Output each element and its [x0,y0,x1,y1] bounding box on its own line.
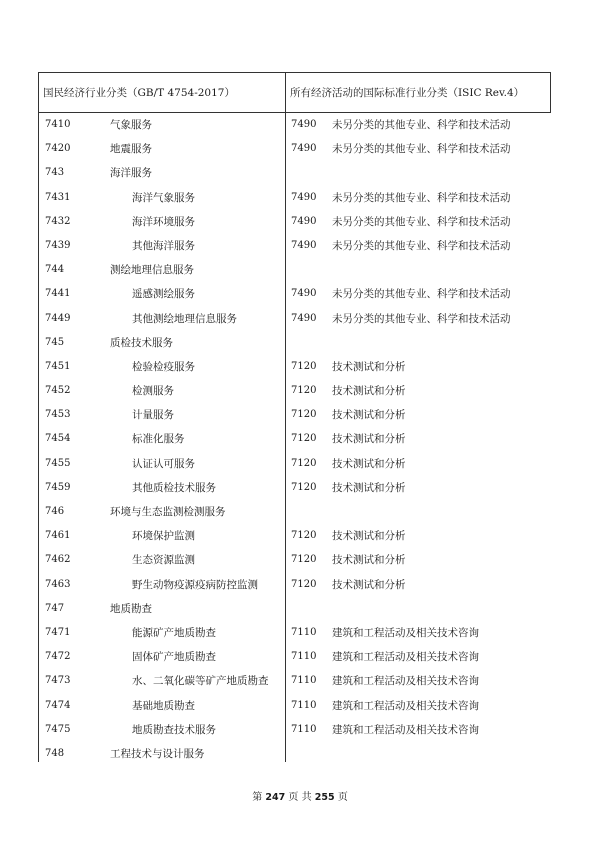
isic-name: 技术测试和分析 [332,530,406,543]
industry-name: 固体矿产地质勘查 [132,651,216,664]
table-row [38,258,551,282]
table-row [38,694,551,718]
industry-code: 7472 [45,651,71,663]
table-row [38,355,551,379]
table-row [38,645,551,669]
industry-code: 7463 [45,578,71,590]
table-row [38,597,551,621]
header-national-classification: 国民经济行业分类（GB/T 4754-2017） [43,87,235,99]
isic-code: 7120 [291,554,317,566]
industry-code: 744 [45,264,65,276]
industry-code: 7455 [45,457,71,469]
isic-code: 7120 [291,360,317,372]
table-row [38,137,551,161]
table-row [38,331,551,355]
industry-name: 地质勘查 [110,602,152,615]
industry-name: 环境保护监测 [132,530,195,543]
industry-code: 7462 [45,554,71,566]
industry-code: 7420 [45,143,71,155]
isic-name: 未另分类的其他专业、科学和技术活动 [332,312,511,325]
industry-code: 7452 [45,385,71,397]
isic-name: 技术测试和分析 [332,433,406,446]
industry-name: 水、二氧化碳等矿产地质勘查 [132,675,269,688]
table-row [38,548,551,572]
industry-code: 7454 [45,433,71,445]
industry-code: 748 [45,747,65,759]
industry-code: 746 [45,506,65,517]
industry-code: 7475 [45,723,71,735]
industry-code: 7441 [45,288,71,300]
industry-name: 计量服务 [132,409,174,422]
classification-table [38,72,551,762]
industry-name: 野生动物疫源疫病防控监测 [132,578,258,591]
isic-code: 7110 [291,723,317,735]
industry-name: 基础地质勘查 [132,699,195,712]
table-row [38,210,551,234]
industry-name: 检验检疫服务 [132,360,195,373]
table-row [38,234,551,258]
industry-name: 认证认可服务 [132,457,195,470]
industry-code: 7451 [45,360,71,372]
header-right-border [550,72,551,112]
industry-name: 环境与生态监测检测服务 [110,506,226,518]
industry-name: 检测服务 [132,385,174,398]
industry-name: 地质勘查技术服务 [132,723,216,736]
table-row [38,452,551,476]
isic-code: 7120 [291,578,317,590]
table-row [38,427,551,451]
table-row [38,476,551,500]
isic-code: 7120 [291,457,317,469]
footer-page-number: 247 [265,792,286,803]
isic-code: 7120 [291,481,317,493]
footer-suffix: 页 [337,792,348,803]
isic-name: 建筑和工程活动及相关技术咨询 [332,699,479,712]
table-row [38,161,551,185]
industry-code: 745 [45,336,65,348]
table-row [38,524,551,548]
table-row [38,573,551,597]
isic-name: 技术测试和分析 [332,409,406,422]
industry-name: 质检技术服务 [110,336,173,349]
isic-code: 7120 [291,433,317,445]
industry-name: 海洋气象服务 [132,191,195,204]
industry-code: 7453 [45,409,71,421]
isic-name: 技术测试和分析 [332,360,406,373]
industry-code: 7461 [45,530,71,542]
industry-code: 7431 [45,191,71,203]
isic-name: 未另分类的其他专业、科学和技术活动 [332,288,511,301]
isic-name: 未另分类的其他专业、科学和技术活动 [332,143,511,156]
footer-prefix: 第 [252,792,263,803]
table-row [38,113,551,137]
isic-code: 7490 [291,191,317,203]
isic-code: 7110 [291,651,317,663]
footer-middle: 页 共 [288,792,312,803]
industry-code: 7473 [45,675,71,687]
table-body [38,113,551,766]
isic-name: 未另分类的其他专业、科学和技术活动 [332,215,511,228]
industry-name: 工程技术与设计服务 [110,747,205,760]
table-row [38,307,551,331]
isic-name: 未另分类的其他专业、科学和技术活动 [332,191,511,204]
table-row [38,621,551,645]
industry-code: 7449 [45,312,71,324]
table-row [38,379,551,403]
isic-name: 未另分类的其他专业、科学和技术活动 [332,119,511,131]
table-row [38,742,551,766]
industry-name: 其他测绘地理信息服务 [132,312,237,325]
industry-name: 能源矿产地质勘查 [132,626,216,639]
page-footer [0,788,600,803]
industry-code: 7474 [45,699,71,711]
isic-code: 7110 [291,626,317,638]
industry-code: 7471 [45,626,71,638]
table-row [38,718,551,742]
isic-name: 建筑和工程活动及相关技术咨询 [332,723,479,736]
industry-name: 气象服务 [110,119,152,131]
industry-name: 遥感测绘服务 [132,288,195,301]
isic-code: 7490 [291,143,317,155]
industry-code: 747 [45,602,65,614]
header-isic-classification: 所有经济活动的国际标准行业分类（ISIC Rev.4） [290,87,525,99]
isic-name: 技术测试和分析 [332,481,406,494]
table-row [38,186,551,210]
isic-name: 建筑和工程活动及相关技术咨询 [332,626,479,639]
isic-code: 7120 [291,530,317,542]
isic-code: 7110 [291,675,317,687]
isic-name: 技术测试和分析 [332,554,406,567]
industry-name: 标准化服务 [132,433,185,446]
isic-code: 7490 [291,312,317,324]
industry-name: 其他质检技术服务 [132,481,216,494]
isic-code: 7120 [291,409,317,421]
industry-code: 7439 [45,239,71,251]
table-row [38,403,551,427]
industry-code: 7432 [45,215,71,227]
industry-code: 743 [45,167,65,179]
table-row [38,500,551,524]
industry-name: 生态资源监测 [132,554,195,567]
industry-code: 7410 [45,119,71,130]
industry-name: 海洋服务 [110,167,152,180]
isic-code: 7490 [291,288,317,300]
isic-code: 7490 [291,239,317,251]
table-row [38,282,551,306]
isic-name: 技术测试和分析 [332,578,406,591]
industry-name: 其他海洋服务 [132,239,195,252]
isic-code: 7490 [291,215,317,227]
table-row [38,669,551,693]
industry-name: 海洋环境服务 [132,215,195,228]
isic-code: 7120 [291,385,317,397]
footer-total-pages: 255 [314,792,335,803]
isic-name: 技术测试和分析 [332,457,406,470]
industry-code: 7459 [45,481,71,493]
isic-name: 未另分类的其他专业、科学和技术活动 [332,239,511,252]
industry-name: 地震服务 [110,143,152,156]
industry-name: 测绘地理信息服务 [110,264,194,277]
isic-name: 建筑和工程活动及相关技术咨询 [332,675,479,688]
isic-name: 建筑和工程活动及相关技术咨询 [332,651,479,664]
isic-code: 7110 [291,699,317,711]
isic-code: 7490 [291,119,317,130]
isic-name: 技术测试和分析 [332,385,406,398]
